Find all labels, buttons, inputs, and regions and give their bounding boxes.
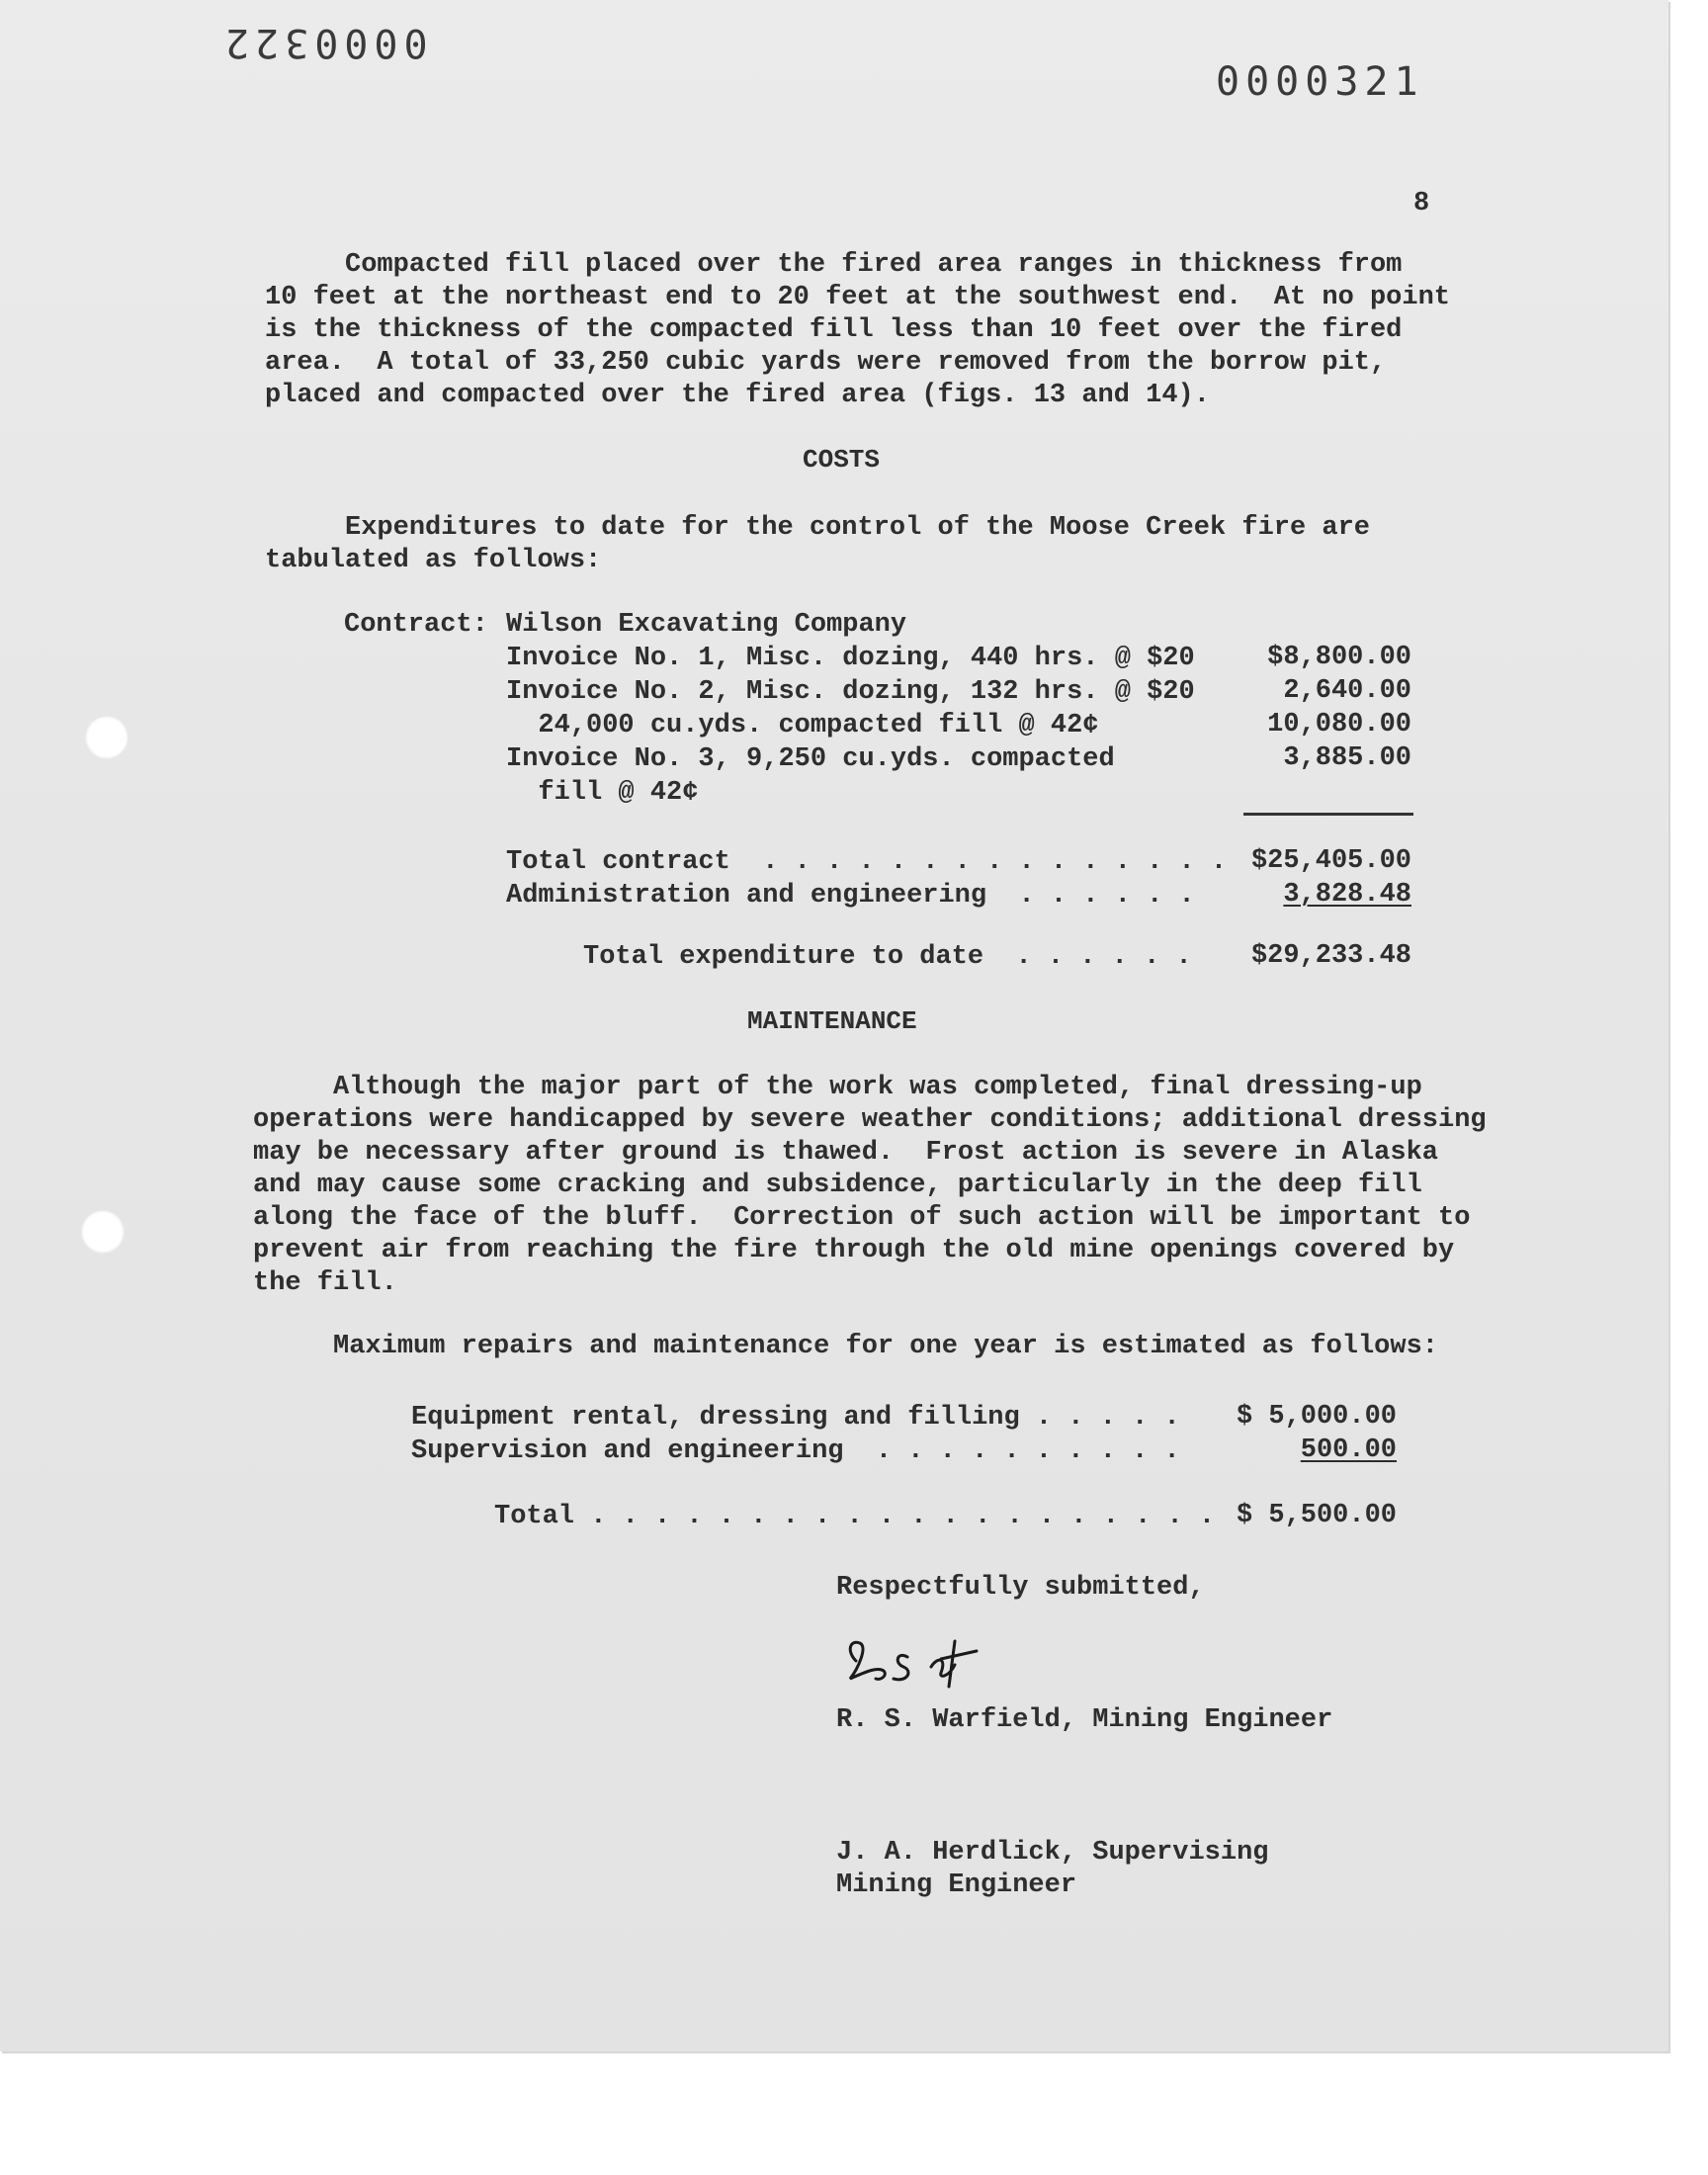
paragraph-line: placed and compacted over the fired area (figs. 13 and 14).	[265, 381, 1210, 410]
signer-two-line-one: J. A. Herdlick, Supervising	[836, 1838, 1269, 1868]
cost-item-desc: fill @ 42¢	[506, 778, 699, 808]
paragraph-line: area. A total of 33,250 cubic yards were removed from the borrow pit,	[265, 348, 1387, 378]
cost-item-desc: 24,000 cu.yds. compacted fill @ 42¢	[506, 711, 1099, 740]
paragraph-line: is the thickness of the compacted fill less than 10 feet over the fired	[265, 315, 1403, 345]
contract-label: Contract:	[344, 610, 488, 640]
costs-intro-line: tabulated as follows:	[265, 546, 602, 575]
maintenance-total-amount: $ 5,500.00	[1236, 1501, 1397, 1530]
admin-engineering-amount: 3,828.48	[1283, 880, 1411, 910]
page-number: 8	[1413, 189, 1430, 218]
admin-engineering-label: Administration and engineering . . . . . .	[506, 881, 1195, 911]
signer-two-line-two: Mining Engineer	[836, 1870, 1077, 1900]
cost-item-desc: Invoice No. 2, Misc. dozing, 132 hrs. @ $20	[506, 677, 1195, 707]
subtotal-rule	[1243, 813, 1413, 816]
cost-item-desc: Invoice No. 1, Misc. dozing, 440 hrs. @ $20	[506, 644, 1195, 673]
contractor-name: Wilson Excavating Company	[506, 610, 907, 640]
equipment-amount: $ 5,000.00	[1236, 1402, 1397, 1432]
cost-item-amount: 2,640.00	[1283, 676, 1411, 706]
paragraph-line: 10 feet at the northeast end to 20 feet at the southwest end. At no point	[265, 283, 1450, 312]
paragraph-line: along the face of the bluff. Correction of such action will be important to	[253, 1203, 1471, 1233]
signer-one: R. S. Warfield, Mining Engineer	[836, 1705, 1333, 1735]
total-contract-label: Total contract . . . . . . . . . . . . . . .	[506, 847, 1228, 877]
maintenance-heading: MAINTENANCE	[747, 1006, 917, 1036]
maintenance-total-label: Total . . . . . . . . . . . . . . . . . . . .	[494, 1502, 1216, 1531]
supervision-label: Supervision and engineering . . . . . . . . . .	[411, 1436, 1180, 1466]
equipment-label: Equipment rental, dressing and filling . . . . .	[411, 1403, 1180, 1433]
mirrored-page-stamp: 0000322	[219, 20, 428, 65]
costs-heading: COSTS	[803, 445, 881, 475]
total-expenditure-amount: $29,233.48	[1250, 941, 1411, 971]
cost-item-amount: 3,885.00	[1283, 743, 1411, 773]
punch-hole-bottom	[81, 1210, 125, 1254]
page-stamp: 0000321	[1216, 59, 1424, 105]
paragraph-line: and may cause some cracking and subsidence, particularly in the deep fill	[253, 1171, 1422, 1200]
supervision-amount: 500.00	[1300, 1436, 1397, 1465]
cost-item-amount: 10,080.00	[1267, 710, 1411, 740]
paragraph-line: prevent air from reaching the fire through the old mine openings covered by	[253, 1236, 1455, 1265]
paragraph-line: the fill.	[253, 1268, 397, 1298]
paragraph-line: operations were handicapped by severe weather conditions; additional dressing	[253, 1105, 1487, 1135]
total-expenditure-label: Total expenditure to date . . . . . .	[583, 942, 1192, 972]
punch-hole-top	[85, 716, 128, 759]
total-contract-amount: $25,405.00	[1250, 846, 1411, 876]
estimate-intro: Maximum repairs and maintenance for one year is estimated as follows:	[253, 1332, 1438, 1361]
paragraph-line: may be necessary after ground is thawed. Frost action is severe in Alaska	[253, 1138, 1438, 1168]
cost-item-desc: Invoice No. 3, 9,250 cu.yds. compacted	[506, 744, 1115, 774]
paragraph-line: Compacted fill placed over the fired area ranges in thickness from	[265, 250, 1403, 280]
closing: Respectfully submitted,	[836, 1573, 1205, 1603]
cost-item-amount: $8,800.00	[1267, 643, 1411, 672]
paragraph-line: Although the major part of the work was completed, final dressing-up	[253, 1073, 1422, 1102]
handwritten-signature	[838, 1621, 1006, 1700]
costs-intro-line: Expenditures to date for the control of the Moose Creek fire are	[265, 513, 1370, 543]
